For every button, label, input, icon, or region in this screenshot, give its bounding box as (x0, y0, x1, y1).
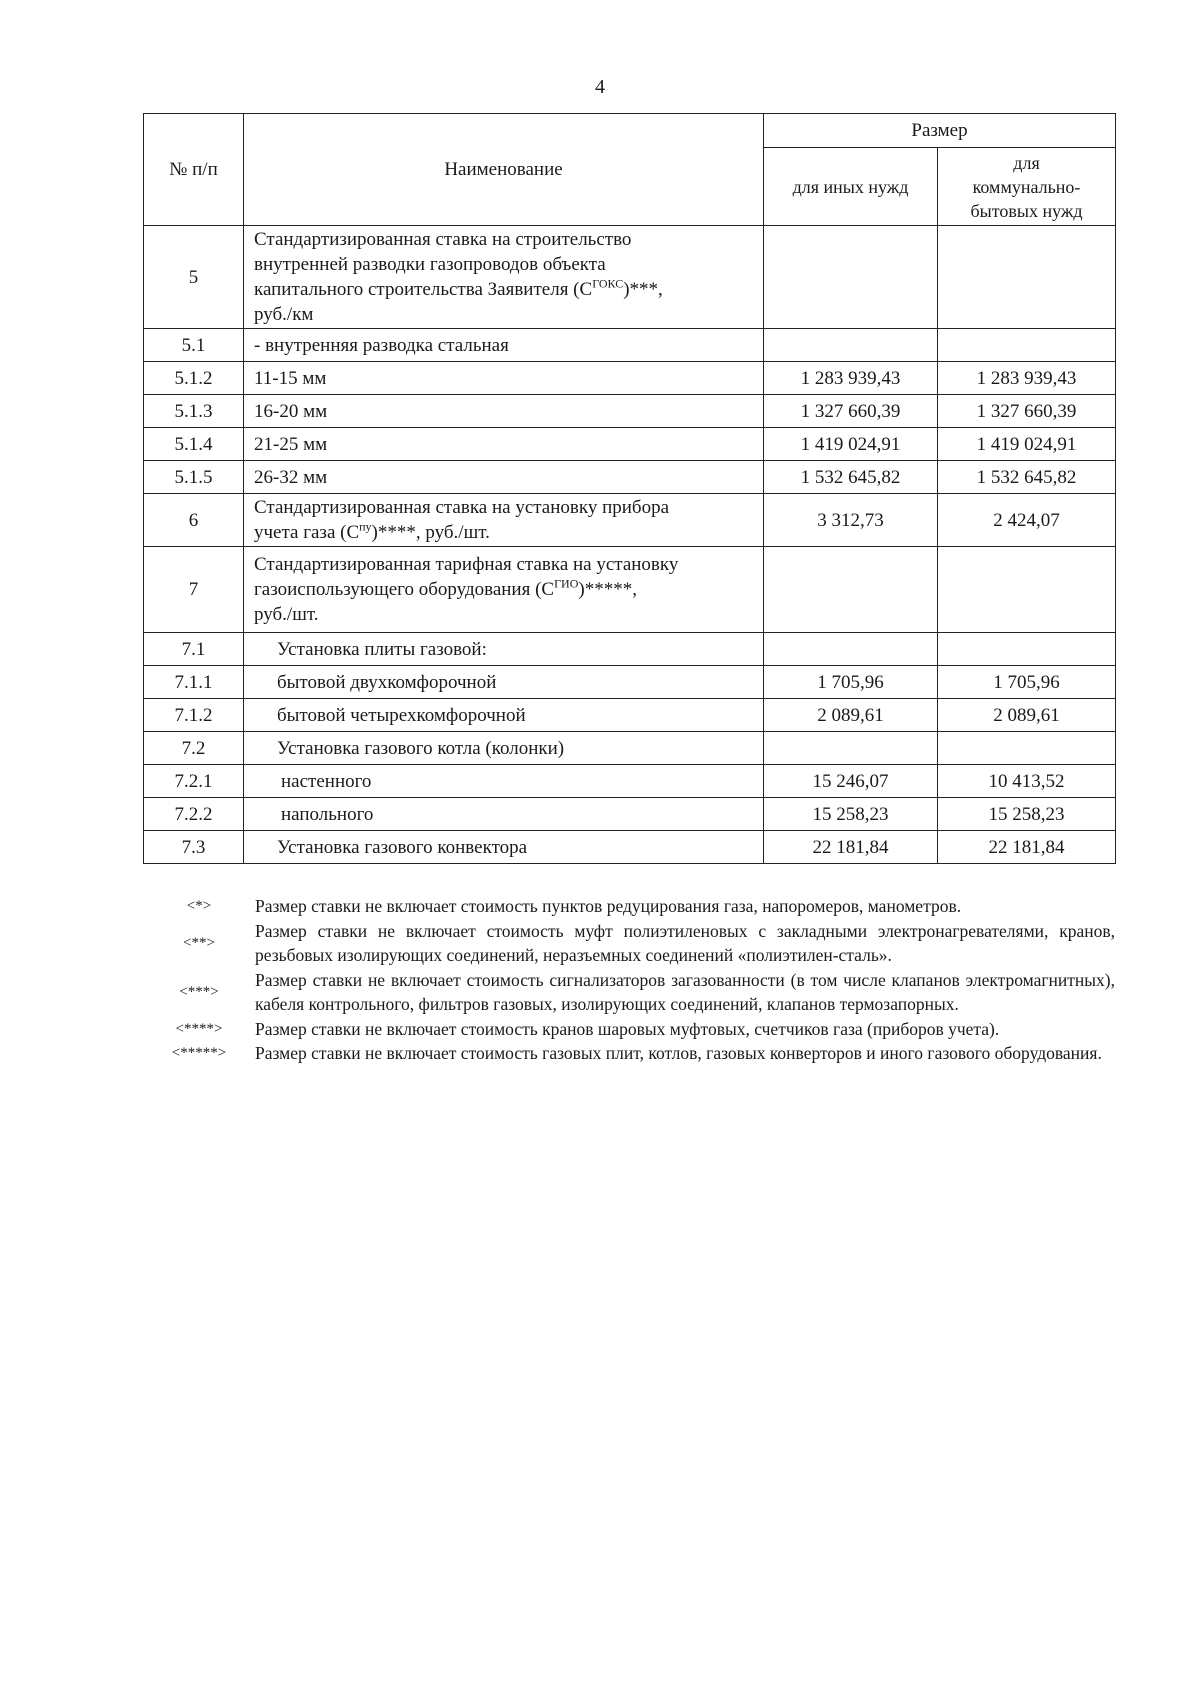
row-other (764, 329, 938, 362)
rates-table (143, 113, 1116, 864)
header-communal-line: бытовых нужд (970, 200, 1083, 221)
row-name: 21-25 мм (244, 428, 764, 461)
row-num: 7.1.2 (144, 699, 244, 732)
table-row (144, 633, 1116, 666)
row-name-line: внутренней разводки газопроводов объекта (254, 254, 606, 275)
row-other: 22 181,84 (764, 831, 938, 864)
page-number: 4 (595, 76, 605, 98)
row-num: 7 (144, 547, 244, 633)
row-other: 1 327 660,39 (764, 395, 938, 428)
footnote-text: Размер ставки не включает стоимость газовых плит, котлов, газовых конверторов и иного газового оборудования. (255, 1043, 1102, 1063)
table-row (144, 395, 1116, 428)
header-communal-line: для (1013, 152, 1040, 173)
row-name (244, 226, 764, 329)
row-communal (938, 547, 1116, 633)
row-communal: 10 413,52 (938, 765, 1116, 798)
row-name-text: газоиспользующего оборудования (С (254, 579, 555, 600)
row-communal: 22 181,84 (938, 831, 1116, 864)
row-other (764, 547, 938, 633)
row-communal: 2 424,07 (938, 494, 1116, 547)
row-name: Установка газового конвектора (244, 831, 764, 864)
row-name: настенного (244, 765, 764, 798)
table-row (144, 831, 1116, 864)
row-other (764, 633, 938, 666)
header-row (144, 114, 1116, 148)
footnote (143, 1041, 1115, 1066)
row-other: 1 705,96 (764, 666, 938, 699)
header-other-needs: для иных нужд (764, 148, 938, 226)
row-communal: 2 089,61 (938, 699, 1116, 732)
row-num: 7.1.1 (144, 666, 244, 699)
table-row (144, 765, 1116, 798)
row-communal: 1 327 660,39 (938, 395, 1116, 428)
row-name-line (254, 577, 753, 602)
row-other: 15 258,23 (764, 798, 938, 831)
footnote (143, 894, 1115, 919)
footnote-mark: <**> (183, 934, 215, 951)
header-communal-line: коммунально- (972, 176, 1081, 197)
table-row (144, 329, 1116, 362)
header-communal-needs (938, 148, 1116, 226)
row-name: 11-15 мм (244, 362, 764, 395)
row-num: 5.1.3 (144, 395, 244, 428)
row-name: бытовой двухкомфорочной (244, 666, 764, 699)
footnote (143, 1017, 1115, 1042)
row-name (244, 547, 764, 633)
row-communal: 1 705,96 (938, 666, 1116, 699)
row-name-text: )***, (623, 279, 663, 300)
footnote-mark: <***> (179, 983, 219, 1000)
row-name-line: руб./шт. (254, 604, 319, 625)
table-row (144, 226, 1116, 329)
row-name-text: )****, руб./шт. (371, 522, 490, 543)
row-num: 6 (144, 494, 244, 547)
footnote-mark: <****> (175, 1020, 223, 1037)
row-communal (938, 226, 1116, 329)
footnotes (143, 894, 1115, 1066)
row-name: бытовой четырехкомфорочной (244, 699, 764, 732)
row-name-line: Стандартизированная ставка на установку прибора (254, 497, 670, 518)
row-other: 1 419 024,91 (764, 428, 938, 461)
row-communal: 1 419 024,91 (938, 428, 1116, 461)
row-communal: 1 283 939,43 (938, 362, 1116, 395)
table-row (144, 494, 1116, 547)
row-num: 5.1 (144, 329, 244, 362)
row-name-line: руб./км (254, 304, 314, 325)
row-num: 7.2.2 (144, 798, 244, 831)
table-row (144, 428, 1116, 461)
row-name: 26-32 мм (244, 461, 764, 494)
row-other (764, 226, 938, 329)
footnote (143, 919, 1115, 968)
row-communal (938, 329, 1116, 362)
footnote-mark: <*> (186, 898, 212, 914)
row-other: 1 532 645,82 (764, 461, 938, 494)
row-name-line: Стандартизированная ставка на строительство (254, 229, 632, 250)
footnote-mark: <*****> (171, 1045, 227, 1061)
table-row (144, 666, 1116, 699)
table-row (144, 362, 1116, 395)
row-name-text: капитального строительства Заявителя (С (254, 279, 593, 300)
row-communal (938, 633, 1116, 666)
table-row (144, 547, 1116, 633)
row-communal: 15 258,23 (938, 798, 1116, 831)
footnote-text: Размер ставки не включает стоимость сигнализаторов загазованности (в том числе клапанов электромагнитных), кабеля контрольного, фильтров газовых, изолирующих соединений, клапанов термозапорных. (255, 969, 1115, 1014)
header-size: Размер (764, 114, 1116, 148)
row-num: 7.3 (144, 831, 244, 864)
row-name: Установка газового котла (колонки) (244, 732, 764, 765)
row-name-text: )*****, (578, 579, 637, 600)
header-name: Наименование (244, 114, 764, 226)
row-num: 5.1.4 (144, 428, 244, 461)
table-row (144, 699, 1116, 732)
row-num: 7.2 (144, 732, 244, 765)
header-num: № п/п (144, 114, 244, 226)
row-communal: 1 532 645,82 (938, 461, 1116, 494)
table-row (144, 798, 1116, 831)
row-other: 3 312,73 (764, 494, 938, 547)
row-num: 5.1.5 (144, 461, 244, 494)
row-num: 5.1.2 (144, 362, 244, 395)
row-name-line (254, 520, 753, 545)
row-name-sup: ГИО (554, 576, 579, 591)
row-num: 5 (144, 226, 244, 329)
row-name-line: Стандартизированная тарифная ставка на установку (254, 554, 679, 575)
table-row (144, 732, 1116, 765)
footnote (143, 968, 1115, 1017)
row-name-line (254, 277, 753, 302)
footnote-text: Размер ставки не включает стоимость пунктов редуцирования газа, напоромеров, манометров. (255, 896, 962, 916)
row-name: 16-20 мм (244, 395, 764, 428)
row-num: 7.1 (144, 633, 244, 666)
row-name-sup: ГОКС (592, 276, 624, 291)
row-name (244, 494, 764, 547)
row-other: 2 089,61 (764, 699, 938, 732)
footnote-text: Размер ставки не включает стоимость кранов шаровых муфтовых, счетчиков газа (приборов учета). (255, 1018, 1000, 1039)
row-name: напольного (244, 798, 764, 831)
footnote-text: Размер ставки не включает стоимость муфт полиэтиленовых с закладными электронагревателями, кранов, резьбовых изолирующих соединений, неразъемных соединений «полиэтилен-сталь». (255, 920, 1115, 965)
row-other: 1 283 939,43 (764, 362, 938, 395)
row-name-text: учета газа (С (254, 522, 360, 543)
table-row (144, 461, 1116, 494)
row-communal (938, 732, 1116, 765)
row-other (764, 732, 938, 765)
row-name: - внутренняя разводка стальная (244, 329, 764, 362)
row-name-sup: пу (359, 519, 372, 534)
row-other: 15 246,07 (764, 765, 938, 798)
row-name: Установка плиты газовой: (244, 633, 764, 666)
row-num: 7.2.1 (144, 765, 244, 798)
